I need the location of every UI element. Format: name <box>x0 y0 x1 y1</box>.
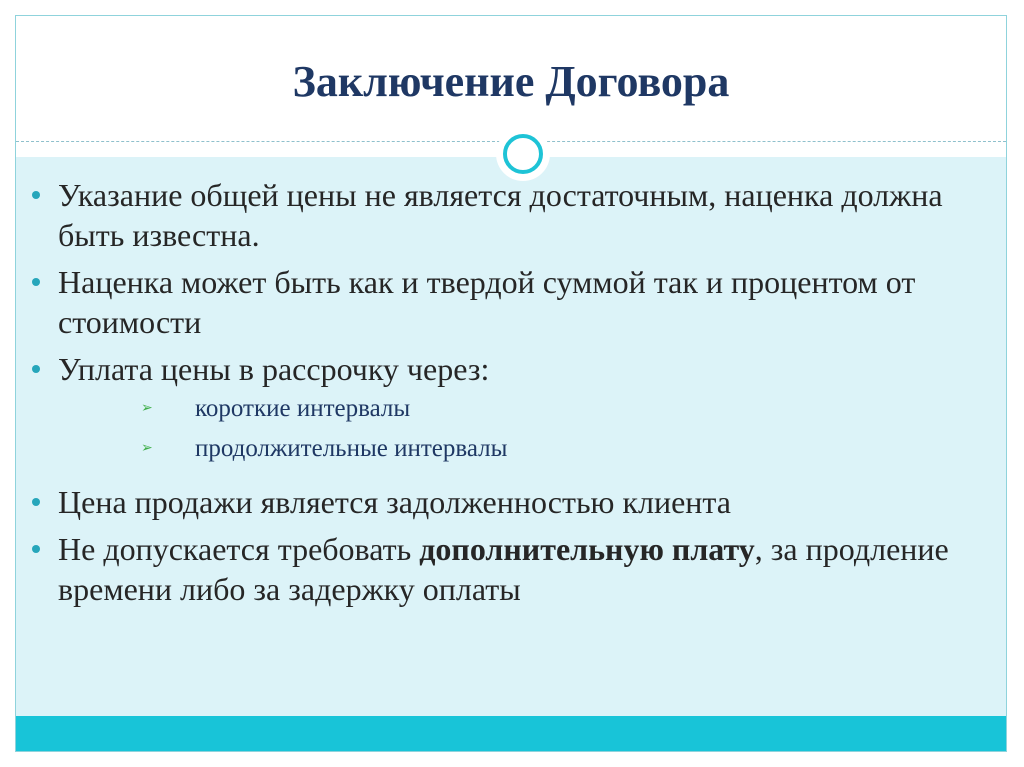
bullet-item-4 <box>30 482 990 522</box>
circle-ring <box>503 134 543 174</box>
circle-ornament-icon <box>496 127 550 181</box>
slide-title: Заключение Договора <box>292 57 730 106</box>
bullet-dot-icon <box>32 278 40 286</box>
sub-text-2: продолжительные интервалы <box>195 435 508 462</box>
bullet-dot-icon <box>32 365 40 373</box>
sub-item-2 <box>30 429 990 469</box>
bullet-text-5-before: Не допускается требовать <box>58 531 420 567</box>
bullet-text-5-after: , за продление времени либо за задержку оплаты <box>58 531 949 607</box>
bullet-dot-icon <box>32 498 40 506</box>
bullet-item-1 <box>30 175 990 255</box>
bottom-accent-bar <box>16 716 1006 751</box>
bullet-text-1: Указание общей цены не является достаточным, наценка должна быть известна. <box>58 177 943 253</box>
bullet-item-5 <box>30 529 990 609</box>
bullet-dot-icon <box>32 191 40 199</box>
bullet-dot-icon <box>32 545 40 553</box>
sub-list <box>30 389 990 469</box>
bullet-text-3: Уплата цены в рассрочку через: <box>58 351 490 387</box>
arrow-bullet-icon: ➢ <box>141 441 153 456</box>
bullet-item-3 <box>30 349 990 389</box>
bullet-text-4: Цена продажи является задолженностью клиента <box>58 484 731 520</box>
sub-item-1 <box>30 389 990 429</box>
title-area <box>16 16 1006 141</box>
arrow-bullet-icon: ➢ <box>141 401 153 416</box>
bullet-text-5-bold: дополнительную плату <box>419 531 755 567</box>
bullet-text-2: Наценка может быть как и твердой суммой так и процентом от стоимости <box>58 264 916 340</box>
bullet-item-2 <box>30 262 990 342</box>
sub-text-1: короткие интервалы <box>195 395 411 422</box>
bullet-list <box>30 175 990 616</box>
